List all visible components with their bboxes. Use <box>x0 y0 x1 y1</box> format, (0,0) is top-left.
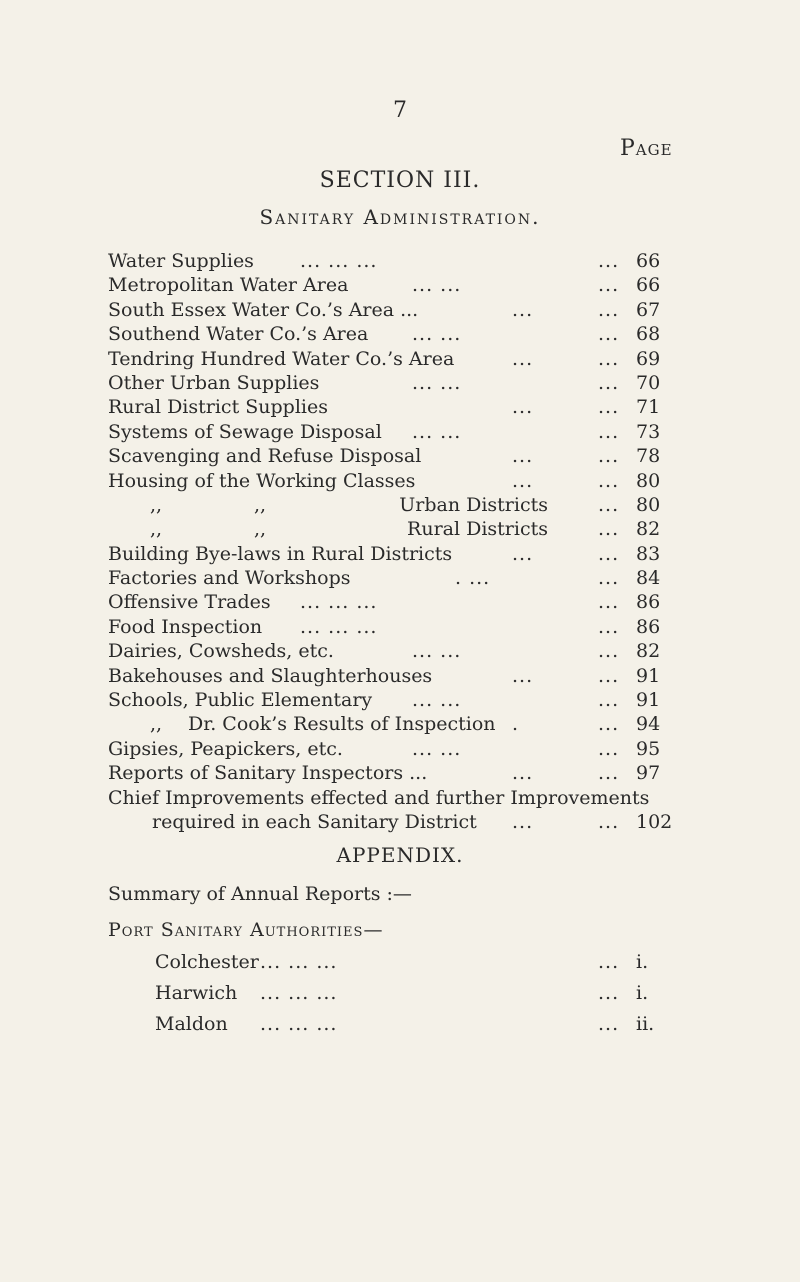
toc-leader: ... ... <box>412 420 462 443</box>
appendix-list <box>0 947 800 1040</box>
toc-leader: ... <box>598 1013 620 1035</box>
toc-leader: ... <box>598 810 620 833</box>
toc-entry-label: Rural Districts <box>407 518 548 541</box>
toc-entry-label: Gipsies, Peapickers, etc. <box>108 737 343 760</box>
page-column-heading: Page <box>620 136 673 161</box>
toc-entry-label: Scavenging and Refuse Disposal <box>108 445 422 468</box>
toc-entry <box>0 590 800 614</box>
toc-leader: ... <box>512 396 534 419</box>
toc-entry-page: 69 <box>636 347 661 370</box>
toc-leader: ... <box>598 250 620 272</box>
toc-leader: ... <box>512 664 534 687</box>
toc-entry-label: Bakehouses and Slaughterhouses <box>108 664 433 687</box>
toc-entry <box>0 737 800 761</box>
appendix-entry <box>0 947 800 978</box>
toc-leader: ... <box>598 445 620 468</box>
toc-leader: ... <box>598 420 620 443</box>
toc-entry-page: 91 <box>636 689 661 712</box>
toc-entry <box>0 810 800 834</box>
toc-leader: ... ... <box>412 371 462 394</box>
toc-leader: ... <box>598 567 620 590</box>
toc-entry <box>0 712 800 736</box>
toc-entry <box>0 469 800 493</box>
toc-leader: ... <box>512 445 534 468</box>
appendix-entry <box>0 1009 800 1040</box>
toc-entry-page: 82 <box>636 640 661 663</box>
toc-entry-page: 97 <box>636 762 661 785</box>
toc-entry-page: 71 <box>636 396 661 419</box>
toc-leader: ... <box>512 542 534 565</box>
toc-entry-label: required in each Sanitary District <box>152 810 477 833</box>
toc-leader: . ... <box>455 567 491 590</box>
appendix-entry-label: Harwich <box>155 982 238 1004</box>
toc-entry-label: Chief Improvements effected and further Improvements <box>108 786 650 809</box>
toc-entry-label: Building Bye-laws in Rural Districts <box>108 542 453 565</box>
toc-entry-page: 78 <box>636 445 661 468</box>
toc-entry <box>0 444 800 468</box>
toc-leader: ... ... ... <box>260 982 338 1004</box>
toc-leader: ... <box>598 689 620 712</box>
toc-leader: ... ... ... <box>300 615 378 638</box>
toc-entry-page: 83 <box>636 542 661 565</box>
toc-leader: ... <box>598 518 620 541</box>
toc-entry-label: South Essex Water Co.’s Area ... <box>108 298 419 321</box>
toc-entry-page: 70 <box>636 371 661 394</box>
toc-leader: ... ... ... <box>300 250 378 272</box>
toc-leader: ... <box>598 347 620 370</box>
toc-leader: ... ... <box>412 274 462 297</box>
toc-entry-page: 82 <box>636 518 661 541</box>
toc-leader: ... <box>598 762 620 785</box>
toc-leader: ... ... <box>412 737 462 760</box>
toc-leader: ... ... <box>412 640 462 663</box>
toc-entry <box>0 420 800 444</box>
toc-entry <box>0 371 800 395</box>
toc-leader: ... <box>598 493 620 516</box>
toc-entry <box>0 493 800 517</box>
toc-leader: ... <box>512 347 534 370</box>
toc-entry-page: 80 <box>636 469 661 492</box>
appendix-summary: Summary of Annual Reports :— <box>108 883 412 905</box>
toc-entry-label: Dairies, Cowsheds, etc. <box>108 640 334 663</box>
toc-entry <box>0 517 800 541</box>
toc-entry-label: Systems of Sewage Disposal <box>108 420 382 443</box>
toc-entry-label: Rural District Supplies <box>108 396 328 419</box>
toc-entry-label: Urban Districts <box>399 493 548 516</box>
toc-entry-label: Reports of Sanitary Inspectors ... <box>108 762 428 785</box>
ditto-mark: ,, <box>254 493 267 516</box>
toc-entry-page: 102 <box>636 810 673 833</box>
toc-entry <box>0 298 800 322</box>
toc-entry-page: 73 <box>636 420 661 443</box>
toc-leader: ... <box>598 469 620 492</box>
toc-entry-label: Other Urban Supplies <box>108 371 320 394</box>
toc-entry <box>0 615 800 639</box>
toc-entry-label: Factories and Workshops <box>108 567 351 590</box>
ditto-mark: ,, <box>150 713 163 736</box>
toc-leader: ... ... <box>412 323 462 346</box>
toc-entry-page: 66 <box>636 250 661 272</box>
toc-entry-label: Offensive Trades <box>108 591 271 614</box>
toc-leader: ... <box>598 323 620 346</box>
toc-leader: ... <box>598 664 620 687</box>
appendix-title: APPENDIX. <box>336 843 464 867</box>
appendix-entry-page: i. <box>636 951 649 973</box>
port-heading: Port Sanitary Authorities— <box>108 919 384 941</box>
section-title: SECTION III. <box>319 168 481 193</box>
appendix-entry <box>0 978 800 1009</box>
toc-entry-label: Schools, Public Elementary <box>108 689 373 712</box>
toc-entry-label: Southend Water Co.’s Area <box>108 323 369 346</box>
toc-entry <box>0 322 800 346</box>
toc-leader: ... <box>598 591 620 614</box>
toc-entry <box>0 761 800 785</box>
toc-entry <box>0 249 800 273</box>
toc-entry <box>0 347 800 371</box>
toc-leader: ... <box>598 640 620 663</box>
toc-entry <box>0 566 800 590</box>
toc-entry-page: 84 <box>636 567 661 590</box>
appendix-entry-page: ii. <box>636 1013 655 1035</box>
toc-leader: ... ... <box>412 689 462 712</box>
toc-entry-label: Housing of the Working Classes <box>108 469 416 492</box>
toc-entry <box>0 273 800 297</box>
appendix-entry-page: i. <box>636 982 649 1004</box>
toc-entry-page: 91 <box>636 664 661 687</box>
toc-entry-label: Food Inspection <box>108 615 263 638</box>
toc-leader: ... <box>598 298 620 321</box>
toc-entry-page: 86 <box>636 591 661 614</box>
table-of-contents <box>0 249 800 834</box>
toc-entry-page: 68 <box>636 323 661 346</box>
toc-leader: ... <box>598 396 620 419</box>
toc-entry <box>0 639 800 663</box>
toc-entry-page: 95 <box>636 737 661 760</box>
toc-leader: . <box>512 713 520 736</box>
section-subtitle: Sanitary Administration. <box>259 205 541 229</box>
toc-entry <box>0 542 800 566</box>
toc-leader: ... <box>512 762 534 785</box>
toc-leader: ... <box>512 810 534 833</box>
toc-leader: ... <box>598 951 620 973</box>
toc-entry <box>0 395 800 419</box>
toc-leader: ... <box>598 615 620 638</box>
toc-leader: ... <box>512 469 534 492</box>
appendix-entry-label: Maldon <box>155 1013 228 1035</box>
toc-entry-label: Tendring Hundred Water Co.’s Area <box>108 347 455 370</box>
toc-entry-page: 80 <box>636 493 661 516</box>
toc-leader: ... <box>512 298 534 321</box>
toc-entry <box>0 664 800 688</box>
toc-entry-page: 94 <box>636 713 661 736</box>
toc-leader: ... <box>598 982 620 1004</box>
toc-entry-label: Metropolitan Water Area <box>108 274 349 297</box>
toc-leader: ... ... ... <box>260 1013 338 1035</box>
toc-entry-page: 86 <box>636 615 661 638</box>
appendix-entry-label: Colchester <box>155 951 259 973</box>
ditto-mark: ,, <box>254 518 267 541</box>
toc-leader: ... ... ... <box>260 951 338 973</box>
toc-leader: ... <box>598 274 620 297</box>
toc-entry-label: Dr. Cook’s Results of Inspection <box>188 713 496 736</box>
toc-entry-label: Water Supplies <box>108 250 254 272</box>
toc-entry-page: 66 <box>636 274 661 297</box>
page-number: 7 <box>393 98 407 123</box>
toc-leader: ... <box>598 713 620 736</box>
toc-leader: ... ... ... <box>300 591 378 614</box>
ditto-mark: ,, <box>150 518 163 541</box>
toc-leader: ... <box>598 371 620 394</box>
toc-entry <box>0 688 800 712</box>
toc-entry <box>0 786 800 810</box>
ditto-mark: ,, <box>150 493 163 516</box>
toc-leader: ... <box>598 542 620 565</box>
toc-leader: ... <box>598 737 620 760</box>
toc-entry-page: 67 <box>636 298 661 321</box>
